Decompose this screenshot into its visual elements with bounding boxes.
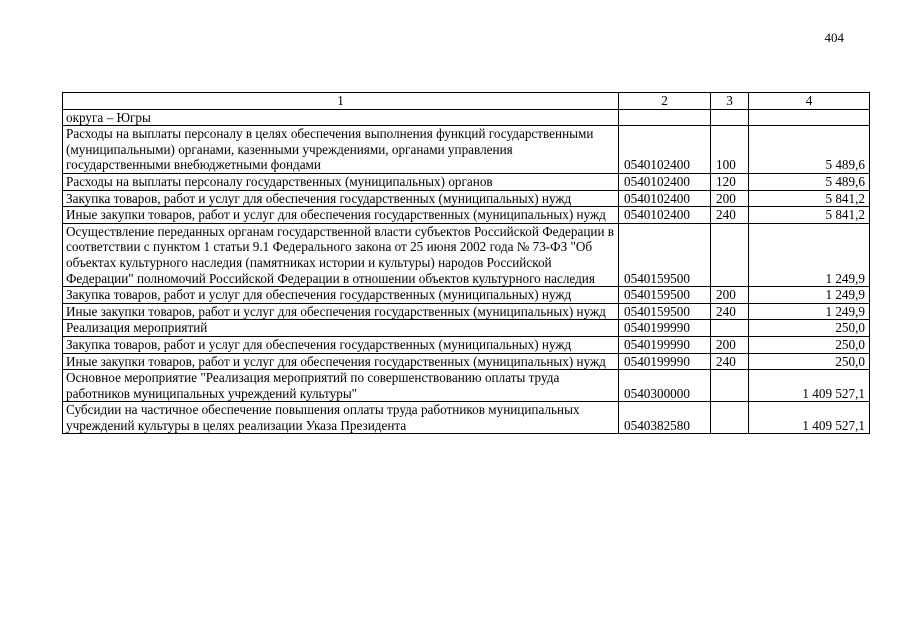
row-name-cell: Осуществление переданных органам государственной власти субъектов Российской Федерации в соответствии с пунктом 1 статьи 9.1 Федерального закона от 25 июня 2002 года № 73-ФЗ "Об объектах культурного наследия (памятниках истории и культуры) народов Российской Федерации" полномочий Российской Федерации в отношении объектов культурного наследия xyxy=(63,223,619,286)
row-amount-cell: 250,0 xyxy=(749,336,870,353)
row-amount-cell: 1 249,9 xyxy=(749,303,870,320)
row-amount-cell: 1 409 527,1 xyxy=(749,402,870,434)
row-name-cell: Расходы на выплаты персоналу государственных (муниципальных) органов xyxy=(63,173,619,190)
table-row xyxy=(63,109,870,126)
row-code-cell: 0540199990 xyxy=(619,353,711,370)
row-name-cell: Расходы на выплаты персоналу в целях обеспечения выполнения функций государственными (муниципальными) органами, казенными учреждениями, органами управления государственными внебюджетными фондами xyxy=(63,126,619,174)
row-name-cell: округа – Югры xyxy=(63,109,619,126)
row-code-cell: 0540102400 xyxy=(619,190,711,207)
page-number: 404 xyxy=(824,30,844,45)
row-type-cell: 240 xyxy=(711,353,749,370)
row-name-cell: Субсидии на частичное обеспечение повышения оплаты труда работников муниципальных учреждений культуры в целях реализации Указа Президента xyxy=(63,402,619,434)
row-amount-cell xyxy=(749,109,870,126)
row-type-cell: 240 xyxy=(711,303,749,320)
row-type-cell: 200 xyxy=(711,336,749,353)
row-code-cell: 0540159500 xyxy=(619,223,711,286)
budget-table xyxy=(62,92,870,434)
table-row xyxy=(63,287,870,304)
table-row xyxy=(63,402,870,434)
row-amount-cell: 5 841,2 xyxy=(749,190,870,207)
row-name-cell: Реализация мероприятий xyxy=(63,320,619,337)
row-code-cell: 0540159500 xyxy=(619,287,711,304)
row-amount-cell: 1 249,9 xyxy=(749,287,870,304)
row-type-cell xyxy=(711,223,749,286)
row-name-cell: Основное мероприятие "Реализация мероприятий по совершенствованию оплаты труда работников муниципальных учреждений культуры" xyxy=(63,370,619,402)
row-code-cell: 0540382580 xyxy=(619,402,711,434)
row-amount-cell: 5 489,6 xyxy=(749,126,870,174)
row-amount-cell: 1 409 527,1 xyxy=(749,370,870,402)
table-row xyxy=(63,190,870,207)
row-amount-cell: 5 841,2 xyxy=(749,207,870,224)
header-cell: 1 xyxy=(63,93,619,110)
table-row xyxy=(63,336,870,353)
row-name-cell: Иные закупки товаров, работ и услуг для обеспечения государственных (муниципальных) нужд xyxy=(63,353,619,370)
row-code-cell: 0540102400 xyxy=(619,173,711,190)
row-code-cell: 0540102400 xyxy=(619,126,711,174)
row-code-cell: 0540102400 xyxy=(619,207,711,224)
page-clip xyxy=(0,580,905,640)
row-code-cell: 0540300000 xyxy=(619,370,711,402)
table-row xyxy=(63,353,870,370)
row-type-cell: 240 xyxy=(711,207,749,224)
row-code-cell xyxy=(619,109,711,126)
table-header-row xyxy=(63,93,870,110)
row-name-cell: Иные закупки товаров, работ и услуг для обеспечения государственных (муниципальных) нужд xyxy=(63,303,619,320)
table-row xyxy=(63,320,870,337)
row-amount-cell: 1 249,9 xyxy=(749,223,870,286)
table-row xyxy=(63,370,870,402)
row-code-cell: 0540199990 xyxy=(619,336,711,353)
row-code-cell: 0540199990 xyxy=(619,320,711,337)
row-type-cell xyxy=(711,370,749,402)
row-type-cell xyxy=(711,320,749,337)
row-name-cell: Закупка товаров, работ и услуг для обеспечения государственных (муниципальных) нужд xyxy=(63,190,619,207)
row-name-cell: Закупка товаров, работ и услуг для обеспечения государственных (муниципальных) нужд xyxy=(63,287,619,304)
header-cell: 2 xyxy=(619,93,711,110)
table-row xyxy=(63,207,870,224)
table-row xyxy=(63,173,870,190)
row-amount-cell: 5 489,6 xyxy=(749,173,870,190)
row-type-cell: 200 xyxy=(711,287,749,304)
row-name-cell: Закупка товаров, работ и услуг для обеспечения государственных (муниципальных) нужд xyxy=(63,336,619,353)
row-amount-cell: 250,0 xyxy=(749,353,870,370)
header-cell: 3 xyxy=(711,93,749,110)
row-code-cell: 0540159500 xyxy=(619,303,711,320)
row-type-cell: 200 xyxy=(711,190,749,207)
row-type-cell: 100 xyxy=(711,126,749,174)
header-cell: 4 xyxy=(749,93,870,110)
row-name-cell: Иные закупки товаров, работ и услуг для обеспечения государственных (муниципальных) нужд xyxy=(63,207,619,224)
table-row xyxy=(63,223,870,286)
row-type-cell: 120 xyxy=(711,173,749,190)
table-row xyxy=(63,303,870,320)
row-amount-cell: 250,0 xyxy=(749,320,870,337)
row-type-cell xyxy=(711,402,749,434)
table-row xyxy=(63,126,870,174)
row-type-cell xyxy=(711,109,749,126)
